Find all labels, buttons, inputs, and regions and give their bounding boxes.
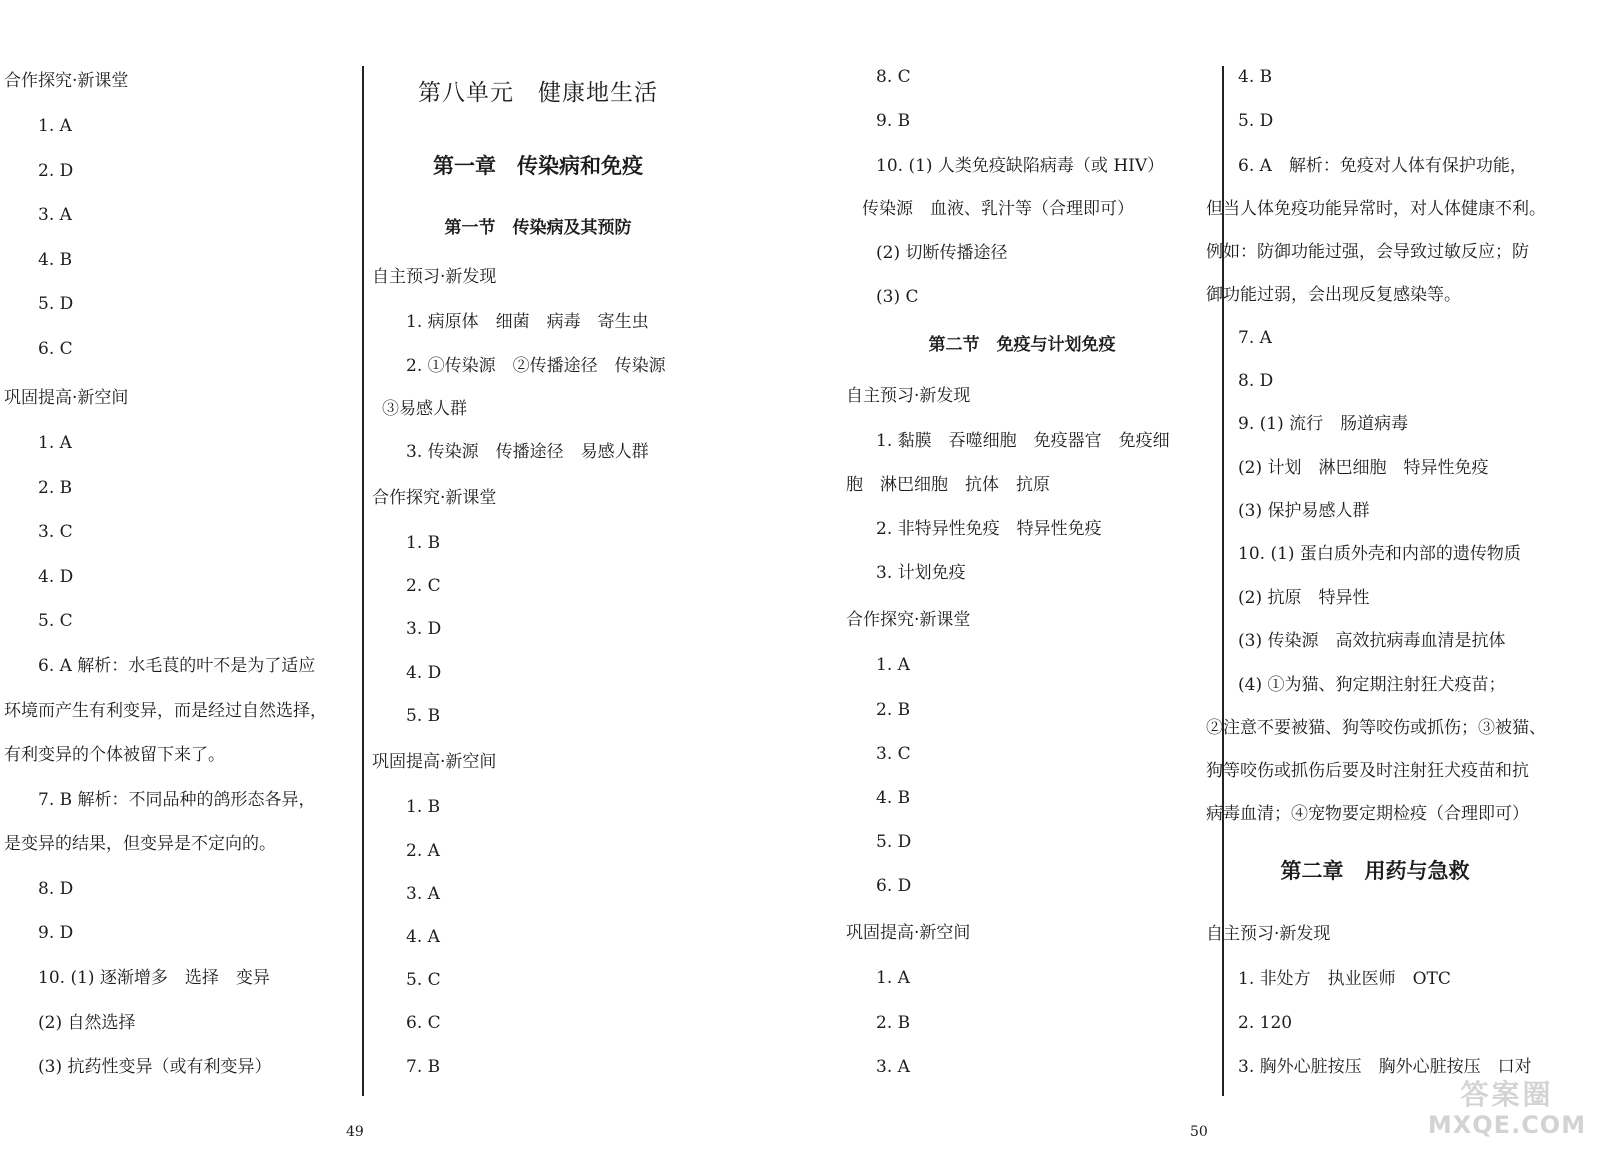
answer-line: 6. C bbox=[38, 339, 73, 359]
answer-line: 10. (1) 人类免疫缺陷病毒（或 HIV） bbox=[876, 156, 1165, 176]
answer-line: 3. A bbox=[406, 884, 440, 904]
answer-line: 1. B bbox=[406, 533, 441, 553]
answer-line: 1. A bbox=[876, 655, 910, 675]
column-4 bbox=[1206, 0, 1600, 1160]
answer-line: (4) ①为猫、狗定期注射狂犬疫苗； bbox=[1238, 675, 1506, 695]
answer-line: 2. A bbox=[406, 841, 440, 861]
answer-line: 5. C bbox=[38, 611, 73, 631]
answer-line: 6. C bbox=[406, 1013, 441, 1033]
page-number: 49 bbox=[346, 1124, 364, 1140]
answer-line: 8. D bbox=[1238, 371, 1274, 391]
answer-line: 5. D bbox=[38, 294, 74, 314]
answer-line: 4. B bbox=[876, 788, 911, 808]
section-heading: 合作探究·新课堂 bbox=[4, 71, 129, 91]
answer-line: 3. 胸外心脏按压 胸外心脏按压 口对 bbox=[1238, 1057, 1532, 1077]
answer-line: 传染源 血液、乳汁等（合理即可） bbox=[862, 199, 1134, 219]
answer-line: 2. B bbox=[876, 1013, 911, 1033]
answer-line: (3) C bbox=[876, 287, 919, 307]
answer-line: 9. (1) 流行 肠道病毒 bbox=[1238, 414, 1409, 434]
column-2 bbox=[368, 0, 848, 1160]
answer-line: (2) 计划 淋巴细胞 特异性免疫 bbox=[1238, 458, 1489, 478]
answer-line: 但当人体免疫功能异常时，对人体健康不利。 bbox=[1206, 199, 1546, 219]
answer-line: 3. A bbox=[38, 205, 72, 225]
answer-line: 1. A bbox=[38, 116, 72, 136]
answer-line: 7. B bbox=[406, 1057, 441, 1077]
answer-line: 4. D bbox=[406, 663, 442, 683]
answer-line: (2) 切断传播途径 bbox=[876, 243, 1008, 263]
column-divider bbox=[362, 66, 364, 1096]
answer-line: 6. A 解析：水毛茛的叶不是为了适应 bbox=[38, 656, 316, 676]
answer-line: (3) 保护易感人群 bbox=[1238, 501, 1370, 521]
answer-line: (3) 抗药性变异（或有利变异） bbox=[38, 1057, 272, 1077]
answer-line: 3. D bbox=[406, 619, 442, 639]
section-heading: 自主预习·新发现 bbox=[1206, 924, 1331, 944]
answer-line: 10. (1) 逐渐增多 选择 变异 bbox=[38, 968, 270, 988]
answer-line: 7. B 解析：不同品种的鸽形态各异， bbox=[38, 790, 316, 810]
answer-line: 3. 计划免疫 bbox=[876, 563, 966, 583]
section-heading: 合作探究·新课堂 bbox=[372, 488, 497, 508]
answer-line: 1. A bbox=[38, 433, 72, 453]
answer-line: 2. C bbox=[406, 576, 441, 596]
answer-line: 病毒血清；④宠物要定期检疫（合理即可） bbox=[1206, 804, 1529, 824]
answer-line: 2. D bbox=[38, 161, 74, 181]
answer-line: 狗等咬伤或抓伤后要及时注射狂犬疫苗和抗 bbox=[1206, 761, 1529, 781]
watermark-site: MXQE.COM bbox=[1427, 1111, 1587, 1139]
chapter-title: 第一章 传染病和免疫 bbox=[433, 153, 643, 178]
answer-line: (3) 传染源 高效抗病毒血清是抗体 bbox=[1238, 631, 1506, 651]
column-1 bbox=[0, 0, 360, 1160]
answer-line: 8. C bbox=[876, 67, 911, 87]
answer-line: 例如：防御功能过强，会导致过敏反应；防 bbox=[1206, 242, 1529, 262]
answer-line: 5. C bbox=[406, 970, 441, 990]
chapter-title: 第二章 用药与急救 bbox=[1280, 858, 1470, 883]
answer-line: 10. (1) 蛋白质外壳和内部的遗传物质 bbox=[1238, 544, 1521, 564]
answer-line: 4. A bbox=[406, 927, 440, 947]
answer-line: 3. A bbox=[876, 1057, 910, 1077]
answer-line: 7. A bbox=[1238, 328, 1272, 348]
answer-line: (2) 抗原 特异性 bbox=[1238, 588, 1370, 608]
section-heading: 巩固提高·新空间 bbox=[846, 923, 971, 943]
answer-line: 环境而产生有利变异，而是经过自然选择， bbox=[4, 701, 327, 721]
answer-line: 1. B bbox=[406, 797, 441, 817]
answer-line: 9. B bbox=[876, 111, 911, 131]
answer-line: 9. D bbox=[38, 923, 74, 943]
answer-line: 2. 120 bbox=[1238, 1013, 1293, 1033]
answer-line: 2. ①传染源 ②传播途径 传染源 bbox=[406, 356, 666, 376]
answer-line: 4. B bbox=[38, 250, 73, 270]
answer-line: 1. A bbox=[876, 968, 910, 988]
section-heading: 自主预习·新发现 bbox=[846, 386, 971, 406]
answer-line: 胞 淋巴细胞 抗体 抗原 bbox=[846, 475, 1050, 495]
answer-line: 2. 非特异性免疫 特异性免疫 bbox=[876, 519, 1102, 539]
answer-line: 有利变异的个体被留下来了。 bbox=[4, 745, 225, 765]
unit-title: 第八单元 健康地生活 bbox=[418, 80, 658, 106]
answer-line: 5. B bbox=[406, 706, 441, 726]
answer-line: (2) 自然选择 bbox=[38, 1013, 136, 1033]
page-number: 50 bbox=[1190, 1124, 1208, 1140]
answer-line: 1. 病原体 细菌 病毒 寄生虫 bbox=[406, 312, 649, 332]
answer-line: 2. B bbox=[876, 700, 911, 720]
answer-line: 5. D bbox=[1238, 111, 1274, 131]
answer-line: 1. 非处方 执业医师 OTC bbox=[1238, 969, 1451, 989]
answer-line: 1. 黏膜 吞噬细胞 免疫器官 免疫细 bbox=[876, 431, 1170, 451]
answer-line: 3. 传染源 传播途径 易感人群 bbox=[406, 442, 649, 462]
answer-line: ②注意不要被猫、狗等咬伤或抓伤；③被猫、 bbox=[1206, 718, 1546, 738]
section-title: 第二节 免疫与计划免疫 bbox=[928, 335, 1116, 355]
answer-line: 6. D bbox=[876, 876, 912, 896]
answer-line: 6. A 解析：免疫对人体有保护功能， bbox=[1238, 156, 1527, 176]
answer-line: 御功能过弱，会出现反复感染等。 bbox=[1206, 285, 1461, 305]
answer-line: 是变异的结果，但变异是不定向的。 bbox=[4, 834, 276, 854]
section-heading: 自主预习·新发现 bbox=[372, 267, 497, 287]
section-heading: 巩固提高·新空间 bbox=[4, 388, 129, 408]
answer-line: 8. D bbox=[38, 879, 74, 899]
answer-line: 3. C bbox=[876, 744, 911, 764]
section-title: 第一节 传染病及其预防 bbox=[444, 218, 632, 238]
watermark-logo-text: 答案圈 bbox=[1460, 1078, 1554, 1111]
answer-line: 2. B bbox=[38, 478, 73, 498]
answer-line: 4. D bbox=[38, 567, 74, 587]
answer-line: 3. C bbox=[38, 522, 73, 542]
answer-line: 4. B bbox=[1238, 67, 1273, 87]
answer-line: ③易感人群 bbox=[382, 399, 467, 419]
section-heading: 合作探究·新课堂 bbox=[846, 610, 971, 630]
answer-line: 5. D bbox=[876, 832, 912, 852]
section-heading: 巩固提高·新空间 bbox=[372, 752, 497, 772]
watermark bbox=[1418, 1080, 1596, 1150]
column-3 bbox=[846, 0, 1214, 1160]
